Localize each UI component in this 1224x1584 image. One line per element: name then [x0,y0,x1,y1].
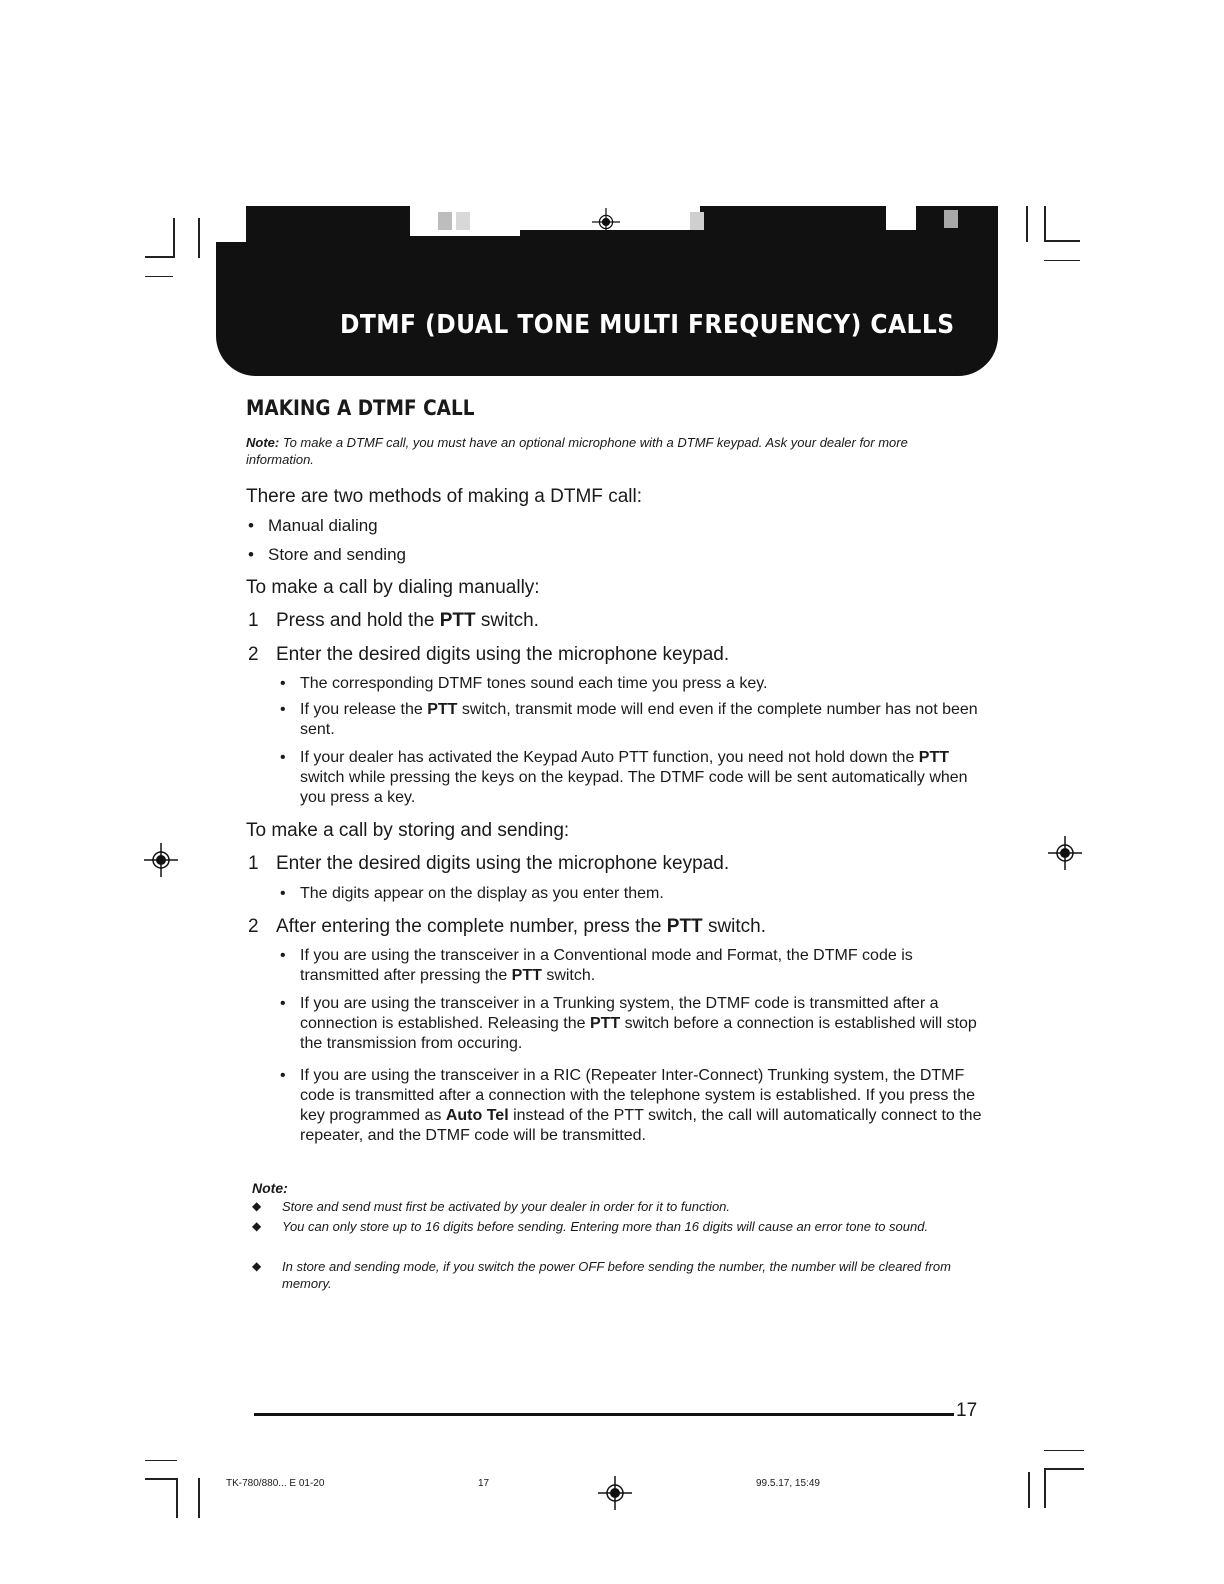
step-bold: PTT [439,610,476,631]
crop-mark [145,256,175,258]
crop-mark [1028,1472,1030,1508]
step-text: switch. [475,610,539,631]
sub-bullet-text: If you are using the transceiver in a Trunking system, the DTMF code is transmitted after a connection is established. Releasing the [300,995,939,1032]
note-text: To make a DTMF call, you must have an optional microphone with a DTMF keypad. Ask your dealer for more information. [246,435,908,467]
registration-mark-icon [144,843,178,877]
bullet-icon: • [248,516,254,535]
footer-rule [254,1413,954,1416]
sub-bullet [280,1066,990,1146]
crop-mark [145,1478,177,1480]
crop-mark [145,1460,177,1461]
crop-mark [173,218,175,258]
manual-intro: To make a call by dialing manually: [246,577,540,598]
bullet-icon: • [280,947,286,964]
bullet-icon: • [280,749,286,766]
registration-mark-icon [1048,836,1082,870]
crop-mark [1044,206,1046,242]
page-number: 17 [956,1400,978,1421]
step-text: After entering the complete number, press the [276,916,667,937]
note-item-text: Store and send must first be activated by your dealer in order for it to function. [282,1199,731,1214]
sub-bullet-text: switch before a connection is established will stop the transmission from occuring. [300,1015,977,1052]
sub-bullet-text: The digits appear on the display as you enter them. [300,885,664,902]
list-item-text: Manual dialing [268,516,378,535]
sub-bullet-text: switch while pressing the keys on the keypad. The DTMF code will be sent automatically when you press a key. [300,769,968,806]
methods-intro: There are two methods of making a DTMF call: [246,486,642,507]
sub-bullet [280,884,990,904]
registration-mark-icon [592,208,620,236]
sub-bullet-text: If your dealer has activated the Keypad Auto PTT function, you need not hold down the [300,749,919,766]
bullet-icon: • [280,995,286,1012]
banner-notch [216,206,246,242]
sub-bullet-bold: PTT [511,967,542,984]
bullet-icon: • [280,701,286,718]
bullet-icon: • [280,885,286,902]
manual-step [248,610,539,632]
sub-bullet-text: instead of the PTT switch, the call will automatically connect to the repeater, and the DTMF code will be transmitted. [300,1107,982,1144]
color-patch [944,210,958,228]
crop-mark [1044,1468,1046,1508]
store-step [248,853,729,875]
sub-bullet-bold: Auto Tel [445,1107,509,1124]
sub-bullet [280,674,990,694]
sub-bullet-bold: PTT [589,1015,621,1032]
crop-mark [1044,1468,1084,1470]
color-patch [438,212,452,230]
step-bold: PTT [666,916,703,937]
crop-mark [1044,260,1080,261]
sub-bullet-text: The corresponding DTMF tones sound each time you press a key. [300,675,768,692]
page-reference: 17 [478,1478,490,1489]
sub-bullet-bold: PTT [918,749,949,766]
step-number: 1 [248,610,259,631]
print-timestamp: 99.5.17, 15:49 [756,1478,820,1489]
crop-mark [198,1478,200,1518]
note-label: Note: [252,1180,288,1196]
color-patch [690,212,704,230]
sub-bullet [280,946,990,986]
list-item-text: Store and sending [268,545,406,564]
store-step [248,916,766,938]
diamond-bullet-icon: ◆ [252,1199,262,1213]
sub-bullet [280,994,990,1054]
section-heading: MAKING A DTMF CALL [246,396,475,420]
crop-mark [1026,206,1028,242]
page-title: DTMF (DUAL TONE MULTI FREQUENCY) CALLS [340,310,955,340]
sub-bullet [280,748,990,808]
step-number: 1 [248,853,259,874]
diamond-bullet-icon: ◆ [252,1219,262,1233]
step-number: 2 [248,644,259,665]
doc-code: TK-780/880... E 01-20 [226,1478,325,1489]
crop-mark [145,276,173,277]
sub-bullet-text: If you are using the transceiver in a RIC (Repeater Inter-Connect) Trunking system, the DTMF code is transmitted after a connection with the telephone system is established. If you press the key programmed as [300,1067,976,1124]
sub-bullet-text: switch, transmit mode will end even if the complete number has not been sent. [300,701,978,738]
bullet-icon: • [280,675,286,692]
sub-bullet-text: switch. [541,967,596,984]
note-item [252,1258,1002,1292]
note-label: Note: [246,435,280,450]
step-text: Press and hold the [276,610,440,631]
list-item [248,516,378,536]
note-item-text: You can only store up to 16 digits before sending. Entering more than 16 digits will cause an error tone to sound. [282,1219,929,1234]
step-number: 2 [248,916,259,937]
crop-mark [176,1478,178,1518]
note-item [252,1218,1002,1235]
sub-bullet-text: If you are using the transceiver in a Conventional mode and Format, the DTMF code is transmitted after pressing the [300,947,913,984]
crop-mark [1044,1450,1084,1451]
crop-mark [1044,240,1080,242]
sub-bullet-bold: PTT [427,701,458,718]
step-text: switch. [702,916,767,937]
crop-mark [198,218,200,258]
bullet-icon: • [248,545,254,564]
registration-mark-icon [598,1476,632,1510]
list-item [248,545,406,565]
note-item [252,1198,1002,1215]
note-item-text: In store and sending mode, if you switch the power OFF before sending the number, the number will be cleared from memory. [282,1259,951,1291]
intro-note [246,434,966,468]
step-text: Enter the desired digits using the microphone keypad. [276,644,730,665]
diamond-bullet-icon: ◆ [252,1259,262,1273]
sub-bullet-text: If you release the [300,701,428,718]
bullet-icon: • [280,1067,286,1084]
step-text: Enter the desired digits using the microphone keypad. [276,853,730,874]
store-intro: To make a call by storing and sending: [246,820,570,841]
manual-step [248,644,729,666]
banner-strip [886,206,916,230]
sub-bullet [280,700,990,740]
color-patch [456,212,470,230]
